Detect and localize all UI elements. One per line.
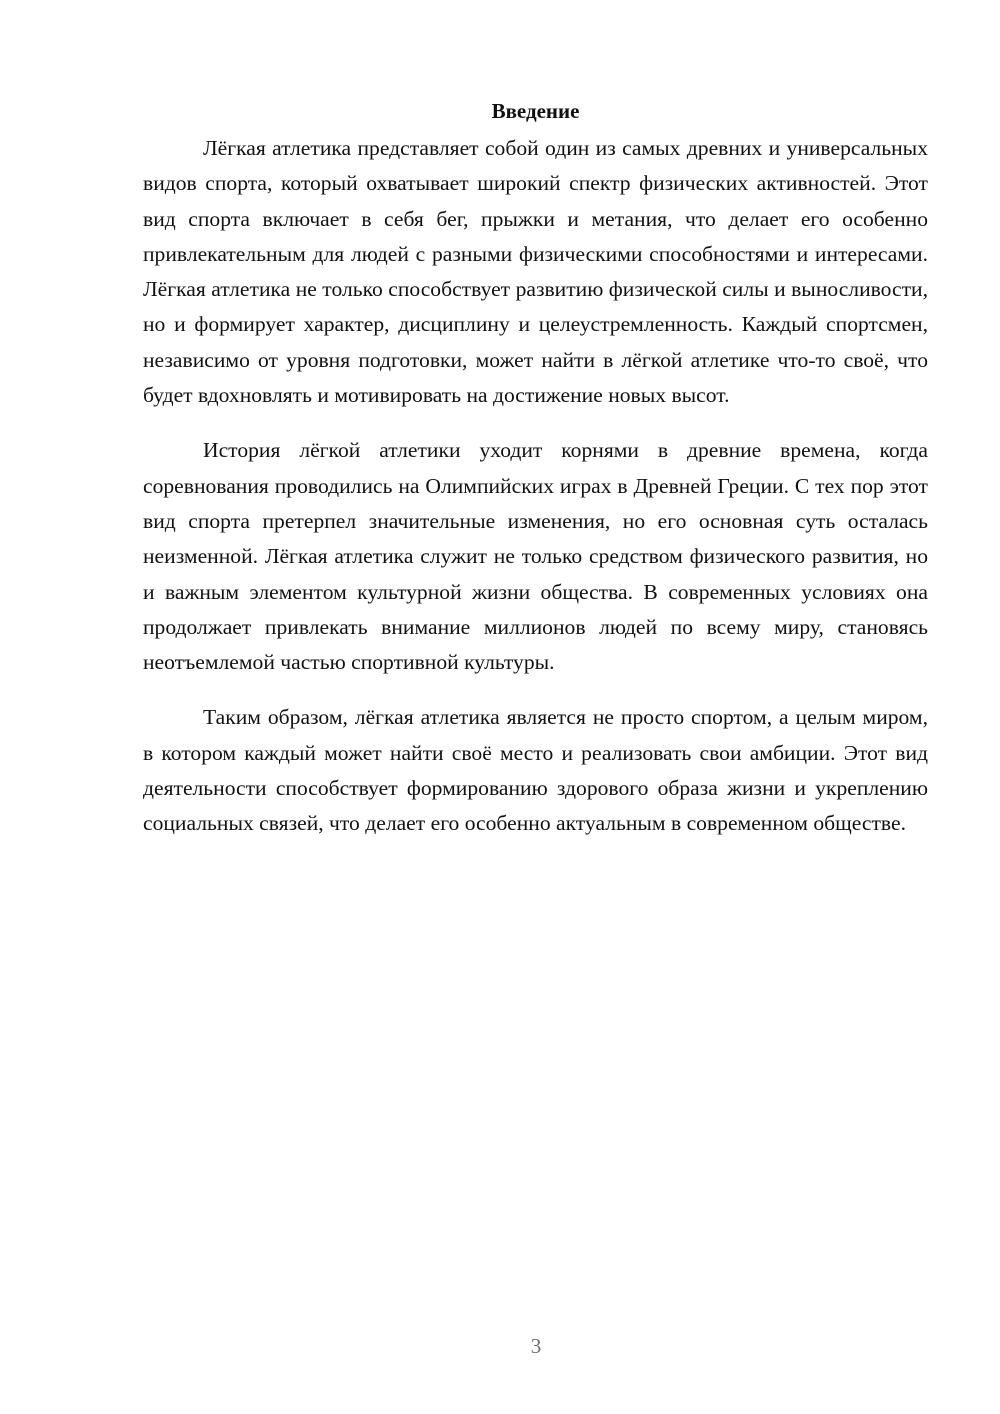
paragraph-1: Лёгкая атлетика представляет собой один из самых древних и универсальных видов спорта, который охватывает широкий спектр физических активностей. Этот вид спорта включает в себя бег, прыжки и метания, что делает его особенно привлекательным для людей с разными физическими способностями и интересами. Лёгкая атлетика не только способствует развитию физической силы и выносливости, но и формирует характер, дисциплину и целеустремленность. Каждый спортсмен, независимо от уровня подготовки, может найти в лёгкой атлетике что-то своё, что будет вдохновлять и мотивировать на достижение новых высот. <box>143 136 928 408</box>
page-number: 3 <box>530 1334 542 1358</box>
page-content <box>143 96 928 862</box>
section-title: Введение <box>491 99 580 123</box>
paragraph-3: Таким образом, лёгкая атлетика является не просто спортом, а целым миром, в котором каждый может найти своё место и реализовать свои амбиции. Этот вид деятельности способствует формированию здорового образа жизни и укреплению социальных связей, что делает его особенно актуальным в современном обществе. <box>143 705 928 836</box>
paragraph-2: История лёгкой атлетики уходит корнями в древние времена, когда соревнования проводились на Олимпийских играх в Древней Греции. С тех пор этот вид спорта претерпел значительные изменения, но его основная суть осталась неизменной. Лёгкая атлетика служит не только средством физического развития, но и важным элементом культурной жизни общества. В современных условиях она продолжает привлекать внимание миллионов людей по всему миру, становясь неотъемлемой частью спортивной культуры. <box>143 438 928 675</box>
